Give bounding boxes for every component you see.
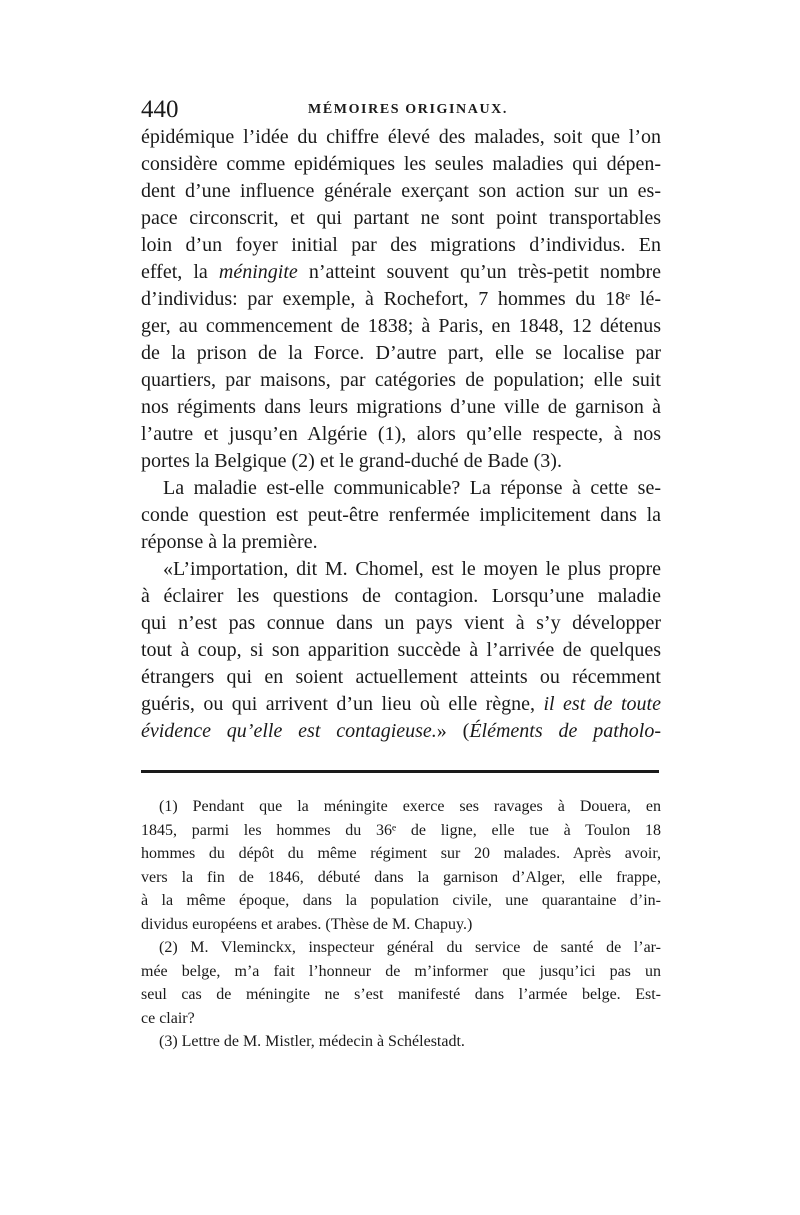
text-line: considère comme epidémiques les seules maladies qui dépen- <box>141 153 661 175</box>
text-fragment: guéris, ou qui arrivent d’un lieu où elle règne, <box>141 693 544 715</box>
text-line: qui n’est pas connue dans un pays vient à s’y développer <box>141 612 661 634</box>
italic-title: Éléments de patholo- <box>469 720 662 742</box>
text-line: nos régiments dans leurs migrations d’une ville de garnison à <box>141 396 661 418</box>
text-line: ger, au commencement de 1838; à Paris, en 1848, 12 détenus <box>141 315 661 337</box>
footnote-rule <box>141 770 659 773</box>
text-line: conde question est peut-être renfermée implicitement dans la <box>141 504 661 526</box>
running-title: MÉMOIRES ORIGINAUX. <box>308 102 508 117</box>
footnote-line: (3) Lettre de M. Mistler, médecin à Schélestadt. <box>159 1033 465 1050</box>
text-line <box>141 259 661 286</box>
footnote-line: à la même époque, dans la population civile, une quarantaine d’in- <box>141 892 661 909</box>
text-fragment: n’atteint souvent qu’un très-petit nombre <box>297 261 662 283</box>
text-line: tout à coup, si son apparition succède à l’arrivée de quelques <box>141 639 661 661</box>
text-line: à éclairer les questions de contagion. Lorsqu’une maladie <box>141 585 661 607</box>
italic-phrase: évidence qu’elle est contagieuse. <box>141 720 437 742</box>
page-header <box>141 96 661 126</box>
text-line: quartiers, par maisons, par catégories de population; elle suit <box>141 369 661 391</box>
footnotes <box>141 795 661 1054</box>
footnote-line: ce clair? <box>141 1009 195 1027</box>
footnote-line: (1) Pendant que la méningite exerce ses ravages à Douera, en <box>159 798 661 815</box>
text-line: étrangers qui en soient actuellement atteints ou récemment <box>141 666 661 688</box>
text-fragment: effet, la <box>141 261 219 283</box>
text-line: portes la Belgique (2) et le grand-duché de Bade (3). <box>141 450 562 472</box>
text-line: l’autre et jusqu’en Algérie (1), alors qu’elle respecte, à nos <box>141 423 661 445</box>
text-line: dent d’une influence générale exerçant son action sur un es- <box>141 180 661 202</box>
text-line <box>141 691 661 718</box>
text-line: d’individus: par exemple, à Rochefort, 7 hommes du 18ᵉ lé- <box>141 288 661 310</box>
main-text <box>141 124 661 745</box>
footnote-line: hommes du dépôt du même régiment sur 20 malades. Après avoir, <box>141 845 661 862</box>
italic-term: méningite <box>218 261 298 283</box>
footnote-line: mée belge, m’a fait l’honneur de m’informer que jusqu’ici pas un <box>141 962 661 980</box>
text-line <box>141 718 661 745</box>
text-line: de la prison de la Force. D’autre part, elle se localise par <box>141 342 661 364</box>
footnote-line: dividus européens et arabes. (Thèse de M. Chapuy.) <box>141 915 473 933</box>
footnote-line: (2) M. Vleminckx, inspecteur général du service de santé de l’ar- <box>159 939 661 956</box>
italic-phrase: il est de toute <box>543 693 661 715</box>
footnote-line: 1845, parmi les hommes du 36ᵉ de ligne, elle tue à Toulon 18 <box>141 821 661 839</box>
text-fragment: » ( <box>436 720 470 742</box>
text-line: «L’importation, dit M. Chomel, est le moyen le plus propre <box>163 558 661 580</box>
text-line: loin d’un foyer initial par des migrations d’individus. En <box>141 234 661 256</box>
footnote-line: vers la fin de 1846, débuté dans la garnison d’Alger, elle frappe, <box>141 868 661 886</box>
footnote-line: seul cas de méningite ne s’est manifesté dans l’armée belge. Est- <box>141 986 661 1003</box>
page-number: 440 <box>141 96 179 123</box>
text-line: réponse à la première. <box>141 531 318 553</box>
text-line: pace circonscrit, et qui partant ne sont point transportables <box>141 207 661 229</box>
text-line: épidémique l’idée du chiffre élevé des malades, soit que l’on <box>141 126 661 148</box>
text-line: La maladie est-elle communicable? La réponse à cette se- <box>163 477 661 499</box>
